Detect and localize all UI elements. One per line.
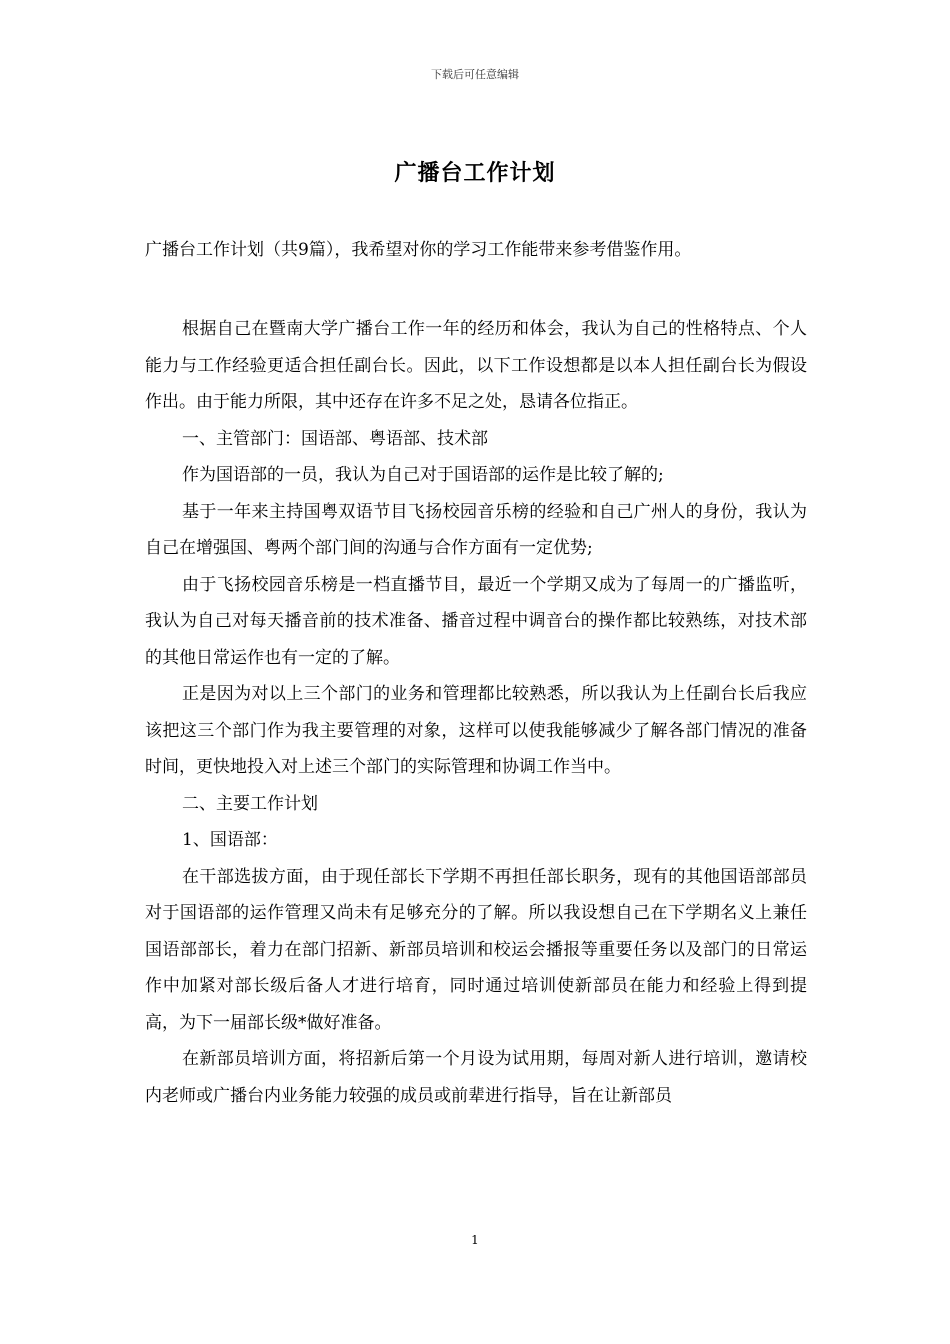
document-title: 广播台工作计划 (394, 160, 556, 186)
paragraph: 根据自己在暨南大学广播台工作一年的经历和体会，我认为自己的性格特点、个人能力与工作经验更适合担任副台长。因此，以下工作设想都是以本人担任副台长为假设作出。由于能力所限，其中还存在许多不足之处，恳请各位指正。 (145, 319, 807, 412)
paragraph: 基于一年来主持国粤双语节目飞扬校园音乐榜的经验和自己广州人的身份，我认为自己在增强国、粤两个部门间的沟通与合作方面有一定优势; (145, 501, 807, 558)
document-body (145, 311, 807, 1114)
paragraph: 在干部选拔方面，由于现任部长下学期不再担任部长职务，现有的其他国语部部员对于国语部的运作管理又尚未有足够充分的了解。所以我设想自己在下学期名义上兼任国语部部长，着力在部门招新、新部员培训和校运会播报等重要任务以及部门的日常运作中加紧对部长级后备人才进行培育，同时通过培训使新部员在能力和经验上得到提高，为下一届部长级*做好准备。 (145, 866, 807, 1033)
paragraph: 由于飞扬校园音乐榜是一档直播节目，最近一个学期又成为了每周一的广播监听，我认为自己对每天播音前的技术准备、播音过程中调音台的操作都比较熟练，对技术部的其他日常运作也有一定的了解。 (145, 574, 807, 668)
subsection-heading: 1、国语部： (182, 830, 278, 850)
paragraph: 作为国语部的一员，我认为自己对于国语部的运作是比较了解的; (182, 465, 664, 485)
section-heading: 二、主要工作计划 (182, 793, 318, 814)
page-header: 下载后可任意编辑 (431, 68, 519, 81)
paragraph: 在新部员培训方面，将招新后第一个月设为试用期，每周对新人进行培训，邀请校内老师或广播台内业务能力较强的成员或前辈进行指导，旨在让新部员 (145, 1049, 807, 1106)
section-heading: 一、主管部门：国语部、粤语部、技术部 (182, 428, 488, 449)
paragraph: 正是因为对以上三个部门的业务和管理都比较熟悉，所以我认为上任副台长后我应该把这三个部门作为我主要管理的对象，这样可以使我能够减少了解各部门情况的准备时间，更快地投入对上述三个部门的实际管理和协调工作当中。 (145, 684, 807, 777)
page-number: 1 (471, 1233, 479, 1247)
intro-paragraph: 广播台工作计划（共9篇），我希望对你的学习工作能带来参考借鉴作用。 (145, 240, 692, 260)
